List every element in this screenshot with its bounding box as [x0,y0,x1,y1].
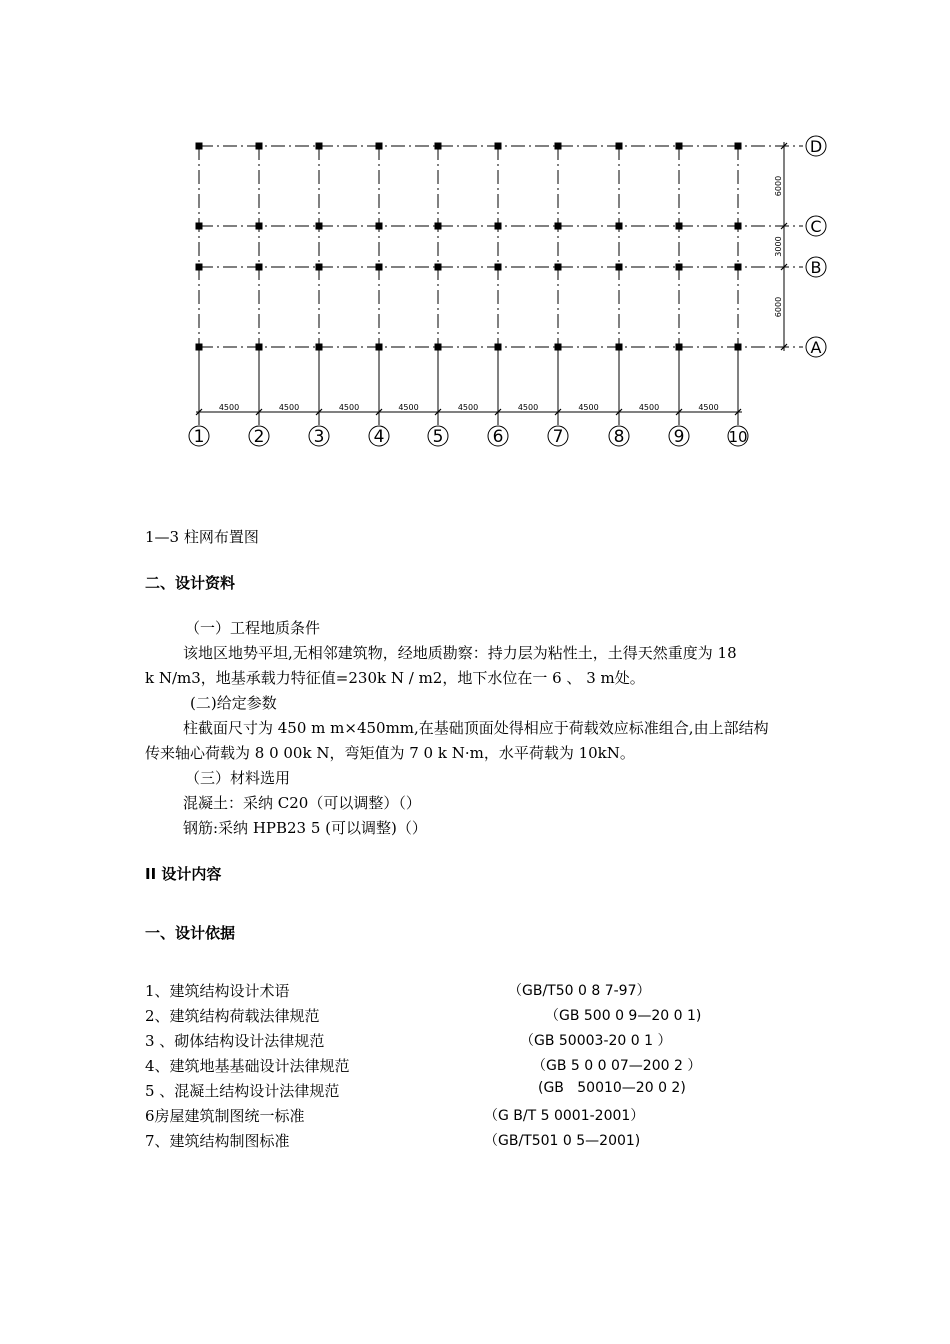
materials-steel: 钢筋:采纳 HPB23 5 (可以调整)（） [183,819,427,837]
column-marker [616,344,623,351]
dimension-text: 4500 [638,403,660,412]
standard-name: 5 、混凝土结构设计法律规范 [145,1082,340,1100]
column-marker [495,264,502,271]
column-marker [616,264,623,271]
dimension-text: 3000 [774,236,783,257]
axis-label: 7 [552,427,564,447]
standard-code: （GB 5 0 0 07—200 2 ） [532,1058,702,1074]
dimension-text: 4500 [578,403,599,412]
geology-text-line-1: 该地区地势平坦,无相邻建筑物，经地质勘察：持力层为粘性土，土得天然重度为 18 [183,644,737,662]
column-marker [676,344,683,351]
drawing-caption: 1—3 柱网布置图 [145,528,259,546]
column-marker [256,143,263,150]
column-marker [435,223,442,230]
column-marker [316,344,323,351]
standard-code: （GB/T50 0 8 7-97） [508,983,651,999]
axis-label: 3 [313,427,325,447]
standard-code: （GB 500 0 9—20 0 1) [545,1008,702,1024]
axis-label: 1 [193,427,205,447]
column-marker [435,264,442,271]
column-marker [316,264,323,271]
standard-name: 7、建筑结构制图标准 [145,1132,290,1150]
subheading-parameters: (二)给定参数 [190,694,277,712]
standard-name: 2、建筑结构荷载法律规范 [145,1007,320,1025]
section-heading-design-data: 二、设计资料 [145,574,236,592]
column-marker [555,264,562,271]
column-marker [376,223,383,230]
subheading-geology: （一）工程地质条件 [185,619,321,637]
part-heading-design-content: II 设计内容 [145,865,222,883]
axis-label: B [810,258,822,277]
column-marker [616,143,623,150]
standard-name: 3 、砌体结构设计法律规范 [145,1032,325,1050]
column-marker [196,223,203,230]
column-marker [376,143,383,150]
axis-label: 10 [728,428,748,446]
axis-label: 9 [673,427,685,447]
dimension-text: 4500 [517,403,539,412]
column-grid-drawing [0,0,950,470]
column-marker [196,143,203,150]
column-marker [316,223,323,230]
axis-label: A [810,338,822,357]
axis-label: 2 [253,427,265,447]
standard-name: 6房屋建筑制图统一标准 [145,1107,305,1125]
parameters-text-line-1: 柱截面尺寸为 450 m m×450mm,在基础顶面处得相应于荷载效应标准组合,由上部结构 [183,719,769,737]
column-marker [495,143,502,150]
axis-label: 6 [492,427,504,447]
dimension-text: 4500 [338,403,360,412]
column-marker [435,344,442,351]
subheading-materials: （三）材料选用 [185,769,291,787]
axis-label: 4 [373,427,385,447]
column-marker [735,264,742,271]
column-marker [376,264,383,271]
axis-label: D [809,137,823,156]
standard-code: （G B/T 5 0001-2001） [484,1108,645,1124]
materials-concrete: 混凝土：采纳 C20（可以调整）（） [183,794,421,812]
parameters-text-line-2: 传来轴心荷载为 8 0 00k N，弯矩值为 7 0 k N·m，水平荷载为 10kN。 [145,744,635,762]
dimension-text: 4500 [218,403,240,412]
column-marker [735,223,742,230]
column-marker [316,143,323,150]
standard-code: （GB/T501 0 5—2001) [484,1133,641,1149]
axis-label: C [810,217,822,236]
column-marker [616,223,623,230]
column-marker [256,264,263,271]
standard-code: （GB 50003-20 0 1 ） [520,1033,672,1049]
axis-label: 5 [432,427,444,447]
column-marker [495,344,502,351]
standard-code: (GB 50010—20 0 2) [538,1080,686,1096]
column-marker [735,143,742,150]
column-marker [735,344,742,351]
dimension-text: 4500 [457,403,479,412]
dimension-text: 6000 [774,175,783,197]
column-marker [495,223,502,230]
column-marker [376,344,383,351]
dimension-text: 4500 [398,403,419,412]
axis-label: 8 [613,427,625,447]
standard-name: 4、建筑地基基础设计法律规范 [145,1057,350,1075]
dimension-text: 4500 [698,403,719,412]
dimension-text: 6000 [774,296,783,318]
column-marker [555,143,562,150]
column-marker [555,223,562,230]
section-heading-design-basis: 一、设计依据 [145,924,236,942]
column-marker [435,143,442,150]
column-marker [555,344,562,351]
column-marker [256,344,263,351]
dimension-text: 4500 [278,403,300,412]
column-marker [676,264,683,271]
column-marker [676,223,683,230]
column-marker [196,344,203,351]
standard-name: 1、建筑结构设计术语 [145,982,290,1000]
column-marker [676,143,683,150]
column-marker [196,264,203,271]
column-marker [256,223,263,230]
geology-text-line-2: k N/m3，地基承载力特征值=230k N / m2，地下水位在一 6 、 3 m处。 [145,669,645,687]
